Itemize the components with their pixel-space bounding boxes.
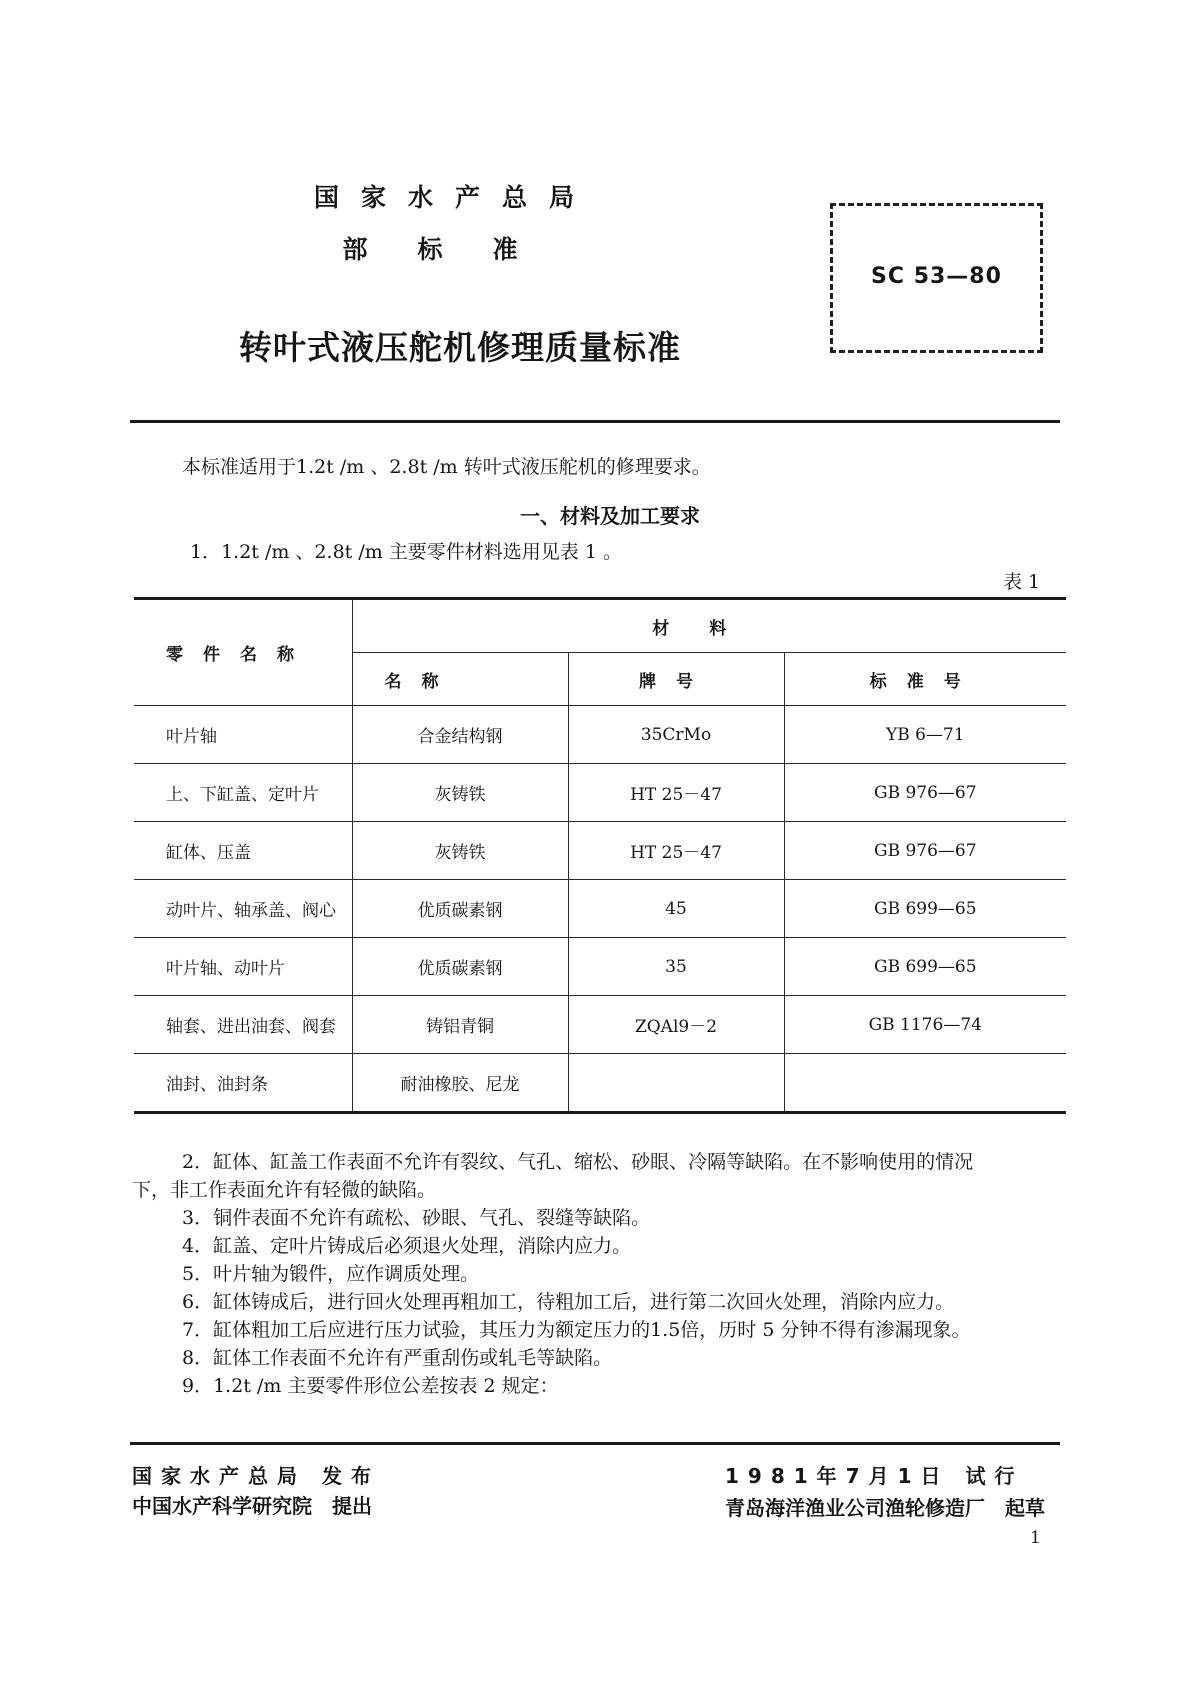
standard-cell: GB 699—65	[784, 880, 1066, 938]
header-grade: 牌号	[568, 653, 784, 706]
clause-6: 6．缸体铸成后，进行回火处理再粗加工，待粗加工后，进行第二次回火处理，消除内应力。	[182, 1291, 955, 1313]
part-cell: 动叶片、轴承盖、阀心	[134, 880, 352, 938]
material-name-cell: 灰铸铁	[352, 822, 568, 880]
part-cell: 油封、油封条	[134, 1054, 352, 1113]
material-name-cell: 合金结构钢	[352, 706, 568, 764]
clause-7: 7．缸体粗加工后应进行压力试验，其压力为额定压力的1.5倍，历时 5 分钟不得有渗漏现象。	[182, 1319, 971, 1341]
clause-9: 9．1.2t /m 主要零件形位公差按表 2 规定：	[182, 1375, 559, 1397]
header-part-name: 零件名称	[134, 599, 352, 706]
standard-cell: GB 1176—74	[784, 996, 1066, 1054]
header-rule	[130, 420, 1060, 423]
grade-cell: HT 25－47	[568, 822, 784, 880]
table-row	[134, 938, 1066, 996]
proposer-line: 中国水产科学研究院 提出	[132, 1494, 372, 1518]
grade-cell: 45	[568, 880, 784, 938]
clause-3: 3．铜件表面不允许有疏松、砂眼、气孔、裂缝等缺陷。	[182, 1207, 651, 1229]
material-name-cell: 优质碳素钢	[352, 938, 568, 996]
clause-8: 8．缸体工作表面不允许有严重刮伤或轧毛等缺陷。	[182, 1347, 613, 1369]
clause-4: 4．缸盖、定叶片铸成后必须退火处理，消除内应力。	[182, 1235, 632, 1257]
clause-2-continued: 下，非工作表面允许有轻微的缺陷。	[132, 1179, 437, 1201]
footer-rule	[130, 1442, 1060, 1445]
standard-code: SC 53—80	[871, 264, 1002, 289]
grade-cell	[568, 1054, 784, 1113]
table-row	[134, 822, 1066, 880]
standard-cell: GB 976—67	[784, 822, 1066, 880]
table-header-row	[134, 599, 1066, 653]
clause-5: 5．叶片轴为锻件，应作调质处理。	[182, 1263, 480, 1285]
issuer-line: 国家水产总局 发布	[132, 1464, 380, 1488]
materials-table	[134, 597, 1066, 1114]
table-row	[134, 706, 1066, 764]
standard-code-box	[830, 203, 1043, 353]
document-title: 转叶式液压舵机修理质量标准	[239, 328, 681, 367]
grade-cell: 35CrMo	[568, 706, 784, 764]
part-cell: 轴套、进出油套、阀套	[134, 996, 352, 1054]
standard-cell: GB 976—67	[784, 764, 1066, 822]
table-row	[134, 764, 1066, 822]
header-material: 材料	[352, 599, 1066, 653]
material-name-cell: 灰铸铁	[352, 764, 568, 822]
material-name-cell: 耐油橡胶、尼龙	[352, 1054, 568, 1113]
part-cell: 上、下缸盖、定叶片	[134, 764, 352, 822]
material-name-cell: 铸铝青铜	[352, 996, 568, 1054]
standard-cell	[784, 1054, 1066, 1113]
grade-cell: ZQAl9－2	[568, 996, 784, 1054]
standard-type: 部标准	[342, 235, 568, 264]
grade-cell: HT 25－47	[568, 764, 784, 822]
page-number: 1	[1030, 1528, 1041, 1548]
issuing-authority: 国家水产总局	[313, 183, 596, 212]
table-row	[134, 1054, 1066, 1113]
standard-cell: YB 6—71	[784, 706, 1066, 764]
grade-cell: 35	[568, 938, 784, 996]
standard-cell: GB 699—65	[784, 938, 1066, 996]
part-cell: 叶片轴	[134, 706, 352, 764]
clause-1: 1．1.2t /m 、2.8t /m 主要零件材料选用见表 1 。	[190, 541, 622, 563]
header-material-name: 名称	[352, 653, 568, 706]
trial-date-line: 1981年7月1日 试行	[725, 1464, 1024, 1488]
clauses-block	[132, 1148, 1062, 1400]
drafter-line: 青岛海洋渔业公司渔轮修造厂 起草	[725, 1496, 1045, 1520]
scope-statement: 本标准适用于1.2t /m 、2.8t /m 转叶式液压舵机的修理要求。	[182, 456, 711, 478]
material-name-cell: 优质碳素钢	[352, 880, 568, 938]
part-cell: 叶片轴、动叶片	[134, 938, 352, 996]
part-cell: 缸体、压盖	[134, 822, 352, 880]
clause-2: 2．缸体、缸盖工作表面不允许有裂纹、气孔、缩松、砂眼、冷隔等缺陷。在不影响使用的情况	[182, 1151, 974, 1173]
table-label: 表 1	[1003, 571, 1041, 593]
header-standard-no: 标准号	[784, 653, 1066, 706]
table-row	[134, 880, 1066, 938]
table-row	[134, 996, 1066, 1054]
section-heading: 一、材料及加工要求	[520, 504, 700, 528]
